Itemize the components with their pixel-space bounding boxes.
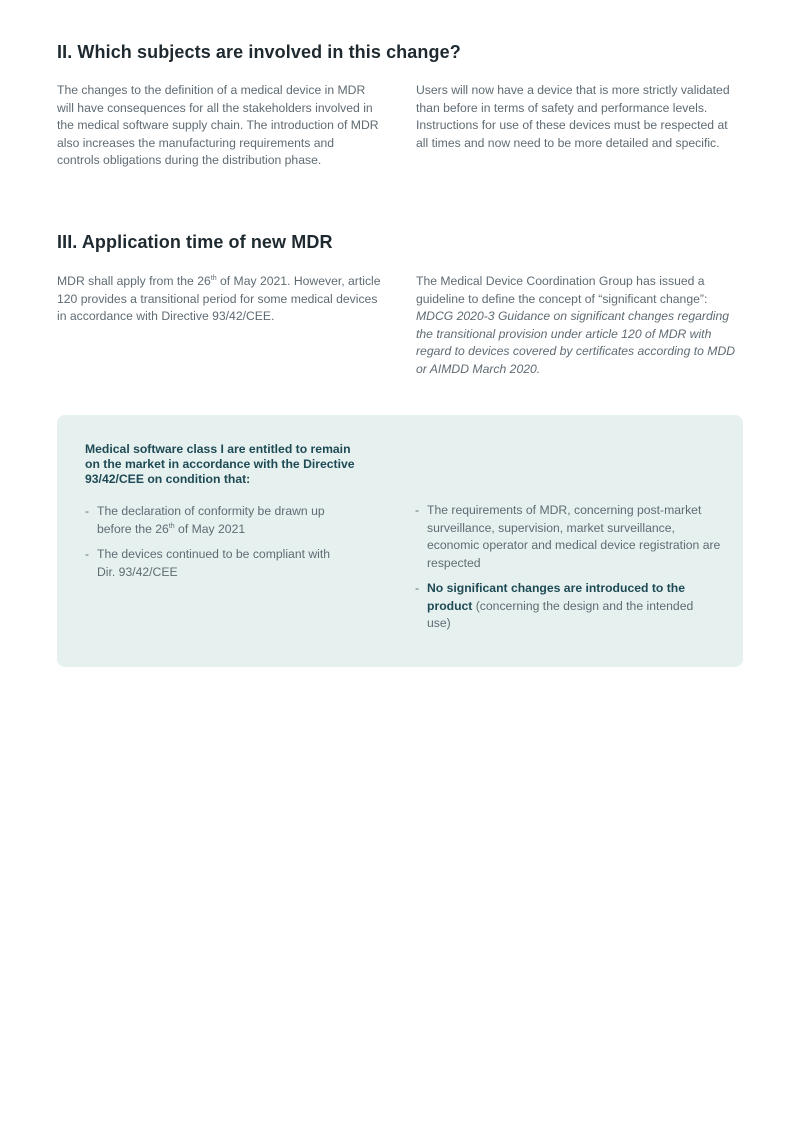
subjects-left-paragraph: The changes to the definition of a medical device in MDR will have consequences for all the stakeholders involved in the medical software supply chain. The introduction of MDR also increases the manufacturing requirements and controls obligations during the distribution phase. <box>57 83 379 168</box>
condition-bullet-no-significant-changes <box>415 580 695 633</box>
application-left-superscript: th <box>210 274 217 282</box>
application-left-paragraph <box>57 273 385 326</box>
bullet-dash: - <box>85 504 90 518</box>
condition-bullet-no-significant-changes-bold: No significant changes are introduced to the product <box>427 581 686 613</box>
condition-bullet-compliance-text: The devices continued to be compliant with Dir. 93/42/CEE <box>97 547 331 579</box>
application-left-text-a: MDR shall apply from the 26 <box>57 274 211 288</box>
section-heading-subjects: II. Which subjects are involved in this change? <box>57 42 461 62</box>
condition-bullet-compliance <box>85 546 341 581</box>
condition-bullet-declaration-text-a: The declaration of conformity be drawn up before the 26 <box>97 504 325 536</box>
condition-bullet-declaration <box>85 503 341 538</box>
conditions-callout-box <box>57 415 743 667</box>
application-right-guidance-title: MDCG 2020-3 Guidance on significant changes regarding the transitional provision under article 120 of MDR with regard to devices covered by certificates according to MDD or AIMDD March 2020. <box>416 309 736 376</box>
callout-title: Medical software class I are entitled to remain on the market in accordance with the Directive 93/42/CEE on condition that: <box>85 442 355 486</box>
condition-bullet-mdr-requirements-text: The requirements of MDR, concerning post-market surveillance, supervision, market surveillance, economic operator and medical device registration are respected <box>427 503 721 570</box>
condition-bullet-mdr-requirements <box>415 502 729 572</box>
subjects-right-paragraph: Users will now have a device that is more strictly validated than before in terms of safety and performance levels. Instructions for use of these devices must be respected at all times and now need to be more detailed and specific. <box>416 83 730 150</box>
condition-bullet-no-significant-changes-rest: (concerning the design and the intended use) <box>427 598 694 631</box>
bullet-dash: - <box>85 547 90 561</box>
section-heading-application-time: III. Application time of new MDR <box>57 232 333 252</box>
condition-bullet-declaration-text-b: of May 2021 <box>174 521 246 536</box>
application-left-text-b: of May 2021. However, article 120 provides a transitional period for some medical devices in accordance with Directive 93/42/CEE. <box>57 274 381 324</box>
condition-bullet-declaration-superscript: th <box>168 522 175 530</box>
bullet-dash: - <box>415 503 420 517</box>
bullet-dash: - <box>415 581 420 595</box>
application-right-paragraph <box>416 273 746 379</box>
application-right-intro: The Medical Device Coordination Group has issued a guideline to define the concept of “significant change”: <box>416 274 708 306</box>
